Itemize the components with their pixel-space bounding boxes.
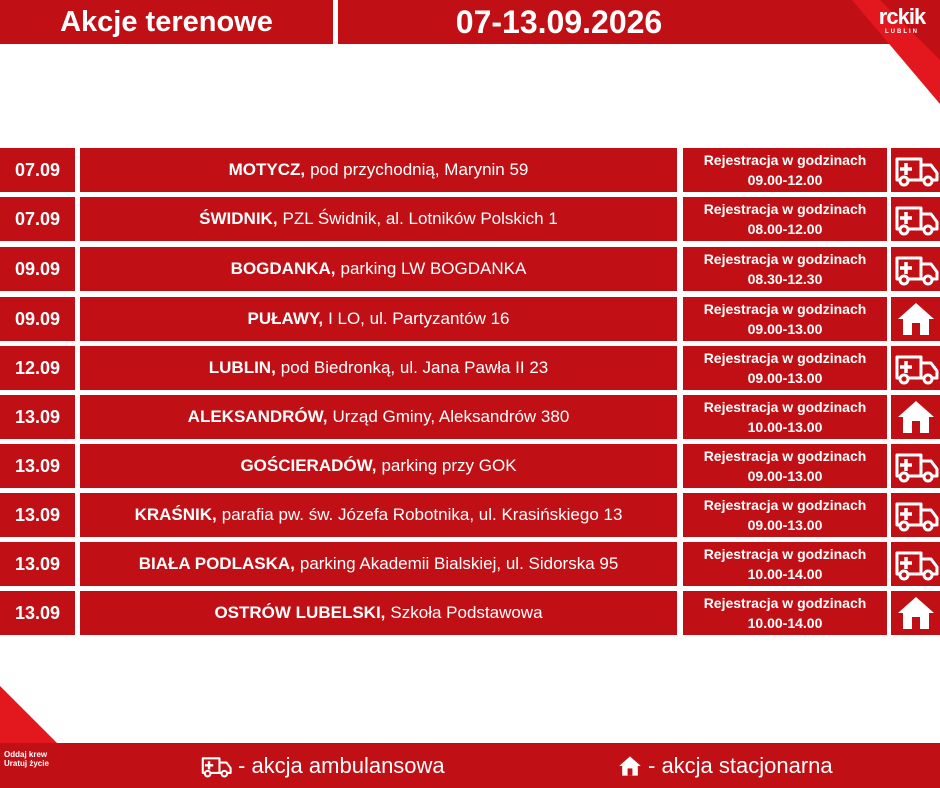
event-place: Urząd Gminy, Aleksandrów 380 bbox=[332, 407, 570, 426]
event-location bbox=[80, 297, 677, 341]
event-date: 07.09 bbox=[0, 197, 75, 241]
event-location bbox=[80, 197, 677, 241]
registration-label: Rejestracja w godzinach bbox=[703, 448, 867, 464]
event-place: pod przychodnią, Marynin 59 bbox=[310, 160, 529, 179]
registration-hours bbox=[683, 346, 887, 390]
registration-hours bbox=[683, 395, 887, 439]
registration-time: 10.00-14.00 bbox=[747, 566, 823, 582]
event-location bbox=[80, 247, 677, 291]
footer-slogan-line1: Oddaj krew bbox=[4, 750, 48, 759]
event-location bbox=[80, 395, 677, 439]
table-row bbox=[0, 148, 940, 192]
house-icon bbox=[891, 591, 940, 635]
registration-time: 09.00-12.00 bbox=[747, 172, 823, 188]
event-location bbox=[80, 493, 677, 537]
event-place: Szkoła Podstawowa bbox=[390, 603, 543, 622]
event-date: 13.09 bbox=[0, 395, 75, 439]
ambulance-icon bbox=[891, 247, 940, 291]
ambulance-icon bbox=[891, 493, 940, 537]
registration-label: Rejestracja w godzinach bbox=[703, 546, 867, 562]
logo-name: rckik bbox=[878, 4, 926, 29]
event-city: OSTRÓW LUBELSKI, bbox=[214, 603, 386, 622]
registration-time: 09.00-13.00 bbox=[747, 321, 823, 337]
registration-label: Rejestracja w godzinach bbox=[703, 497, 867, 513]
table-row bbox=[0, 493, 940, 537]
registration-label: Rejestracja w godzinach bbox=[703, 595, 867, 611]
registration-hours bbox=[683, 542, 887, 586]
registration-hours bbox=[683, 591, 887, 635]
house-icon bbox=[618, 754, 642, 778]
logo-city: LUBLIN bbox=[885, 29, 919, 35]
event-city: BIAŁA PODLASKA, bbox=[138, 554, 295, 573]
event-date: 07.09 bbox=[0, 148, 75, 192]
legend-ambulance-label: - akcja ambulansowa bbox=[238, 753, 445, 778]
event-place: PZL Świdnik, al. Lotników Polskich 1 bbox=[282, 209, 558, 228]
event-place: I LO, ul. Partyzantów 16 bbox=[328, 309, 510, 328]
page-title: Akcje terenowe bbox=[60, 5, 273, 38]
ambulance-icon bbox=[891, 148, 940, 192]
table-row bbox=[0, 297, 940, 341]
footer-slogan-line2: Uratuj życie bbox=[4, 759, 49, 768]
registration-hours bbox=[683, 197, 887, 241]
date-range: 07-13.09.2026 bbox=[455, 3, 663, 40]
registration-time: 08.30-12.30 bbox=[747, 271, 823, 287]
registration-time: 09.00-13.00 bbox=[747, 370, 823, 386]
legend-ambulance bbox=[200, 751, 445, 781]
ambulance-icon bbox=[891, 542, 940, 586]
event-date: 09.09 bbox=[0, 297, 75, 341]
event-place: parking przy GOK bbox=[381, 456, 517, 475]
event-location bbox=[80, 444, 677, 488]
legend-stationary bbox=[618, 751, 833, 781]
event-date: 13.09 bbox=[0, 444, 75, 488]
event-date: 13.09 bbox=[0, 493, 75, 537]
event-city: KRAŚNIK, bbox=[134, 505, 217, 524]
event-city: ŚWIDNIK, bbox=[199, 209, 278, 228]
registration-label: Rejestracja w godzinach bbox=[703, 152, 867, 168]
event-location bbox=[80, 591, 677, 635]
registration-label: Rejestracja w godzinach bbox=[703, 399, 867, 415]
event-city: ALEKSANDRÓW, bbox=[187, 407, 328, 426]
rckik-logo bbox=[872, 6, 932, 36]
ambulance-icon bbox=[891, 444, 940, 488]
registration-label: Rejestracja w godzinach bbox=[703, 301, 867, 317]
event-place: parafia pw. św. Józefa Robotnika, ul. Krasińskiego 13 bbox=[221, 505, 623, 524]
ambulance-icon bbox=[891, 346, 940, 390]
house-icon bbox=[891, 395, 940, 439]
event-city: BOGDANKA, bbox=[230, 259, 336, 278]
registration-hours bbox=[683, 297, 887, 341]
event-date: 13.09 bbox=[0, 542, 75, 586]
event-location bbox=[80, 148, 677, 192]
event-place: parking LW BOGDANKA bbox=[340, 259, 527, 278]
registration-time: 10.00-13.00 bbox=[747, 419, 823, 435]
table-row bbox=[0, 247, 940, 291]
table-row bbox=[0, 346, 940, 390]
event-date: 12.09 bbox=[0, 346, 75, 390]
registration-label: Rejestracja w godzinach bbox=[703, 201, 867, 217]
registration-time: 10.00-14.00 bbox=[747, 615, 823, 631]
registration-label: Rejestracja w godzinach bbox=[703, 350, 867, 366]
title-banner bbox=[0, 0, 333, 44]
registration-time: 08.00-12.00 bbox=[747, 221, 823, 237]
event-city: PUŁAWY, bbox=[247, 309, 324, 328]
table-row bbox=[0, 444, 940, 488]
event-place: parking Akademii Bialskiej, ul. Sidorska 95 bbox=[299, 554, 619, 573]
registration-hours bbox=[683, 444, 887, 488]
event-city: LUBLIN, bbox=[208, 358, 276, 377]
event-location bbox=[80, 346, 677, 390]
house-icon bbox=[891, 297, 940, 341]
registration-label: Rejestracja w godzinach bbox=[703, 251, 867, 267]
footer-slogan bbox=[4, 750, 68, 768]
table-row bbox=[0, 197, 940, 241]
table-row bbox=[0, 542, 940, 586]
legend-stationary-label: - akcja stacjonarna bbox=[648, 753, 833, 778]
event-date: 09.09 bbox=[0, 247, 75, 291]
ambulance-icon bbox=[200, 754, 232, 778]
registration-hours bbox=[683, 247, 887, 291]
event-location bbox=[80, 542, 677, 586]
registration-time: 09.00-13.00 bbox=[747, 517, 823, 533]
registration-hours bbox=[683, 493, 887, 537]
ambulance-icon bbox=[891, 197, 940, 241]
registration-time: 09.00-13.00 bbox=[747, 468, 823, 484]
table-row bbox=[0, 395, 940, 439]
event-city: GOŚCIERADÓW, bbox=[240, 456, 377, 475]
event-place: pod Biedronką, ul. Jana Pawła II 23 bbox=[280, 358, 549, 377]
registration-hours bbox=[683, 148, 887, 192]
table-row bbox=[0, 591, 940, 635]
event-city: MOTYCZ, bbox=[228, 160, 306, 179]
event-date: 13.09 bbox=[0, 591, 75, 635]
